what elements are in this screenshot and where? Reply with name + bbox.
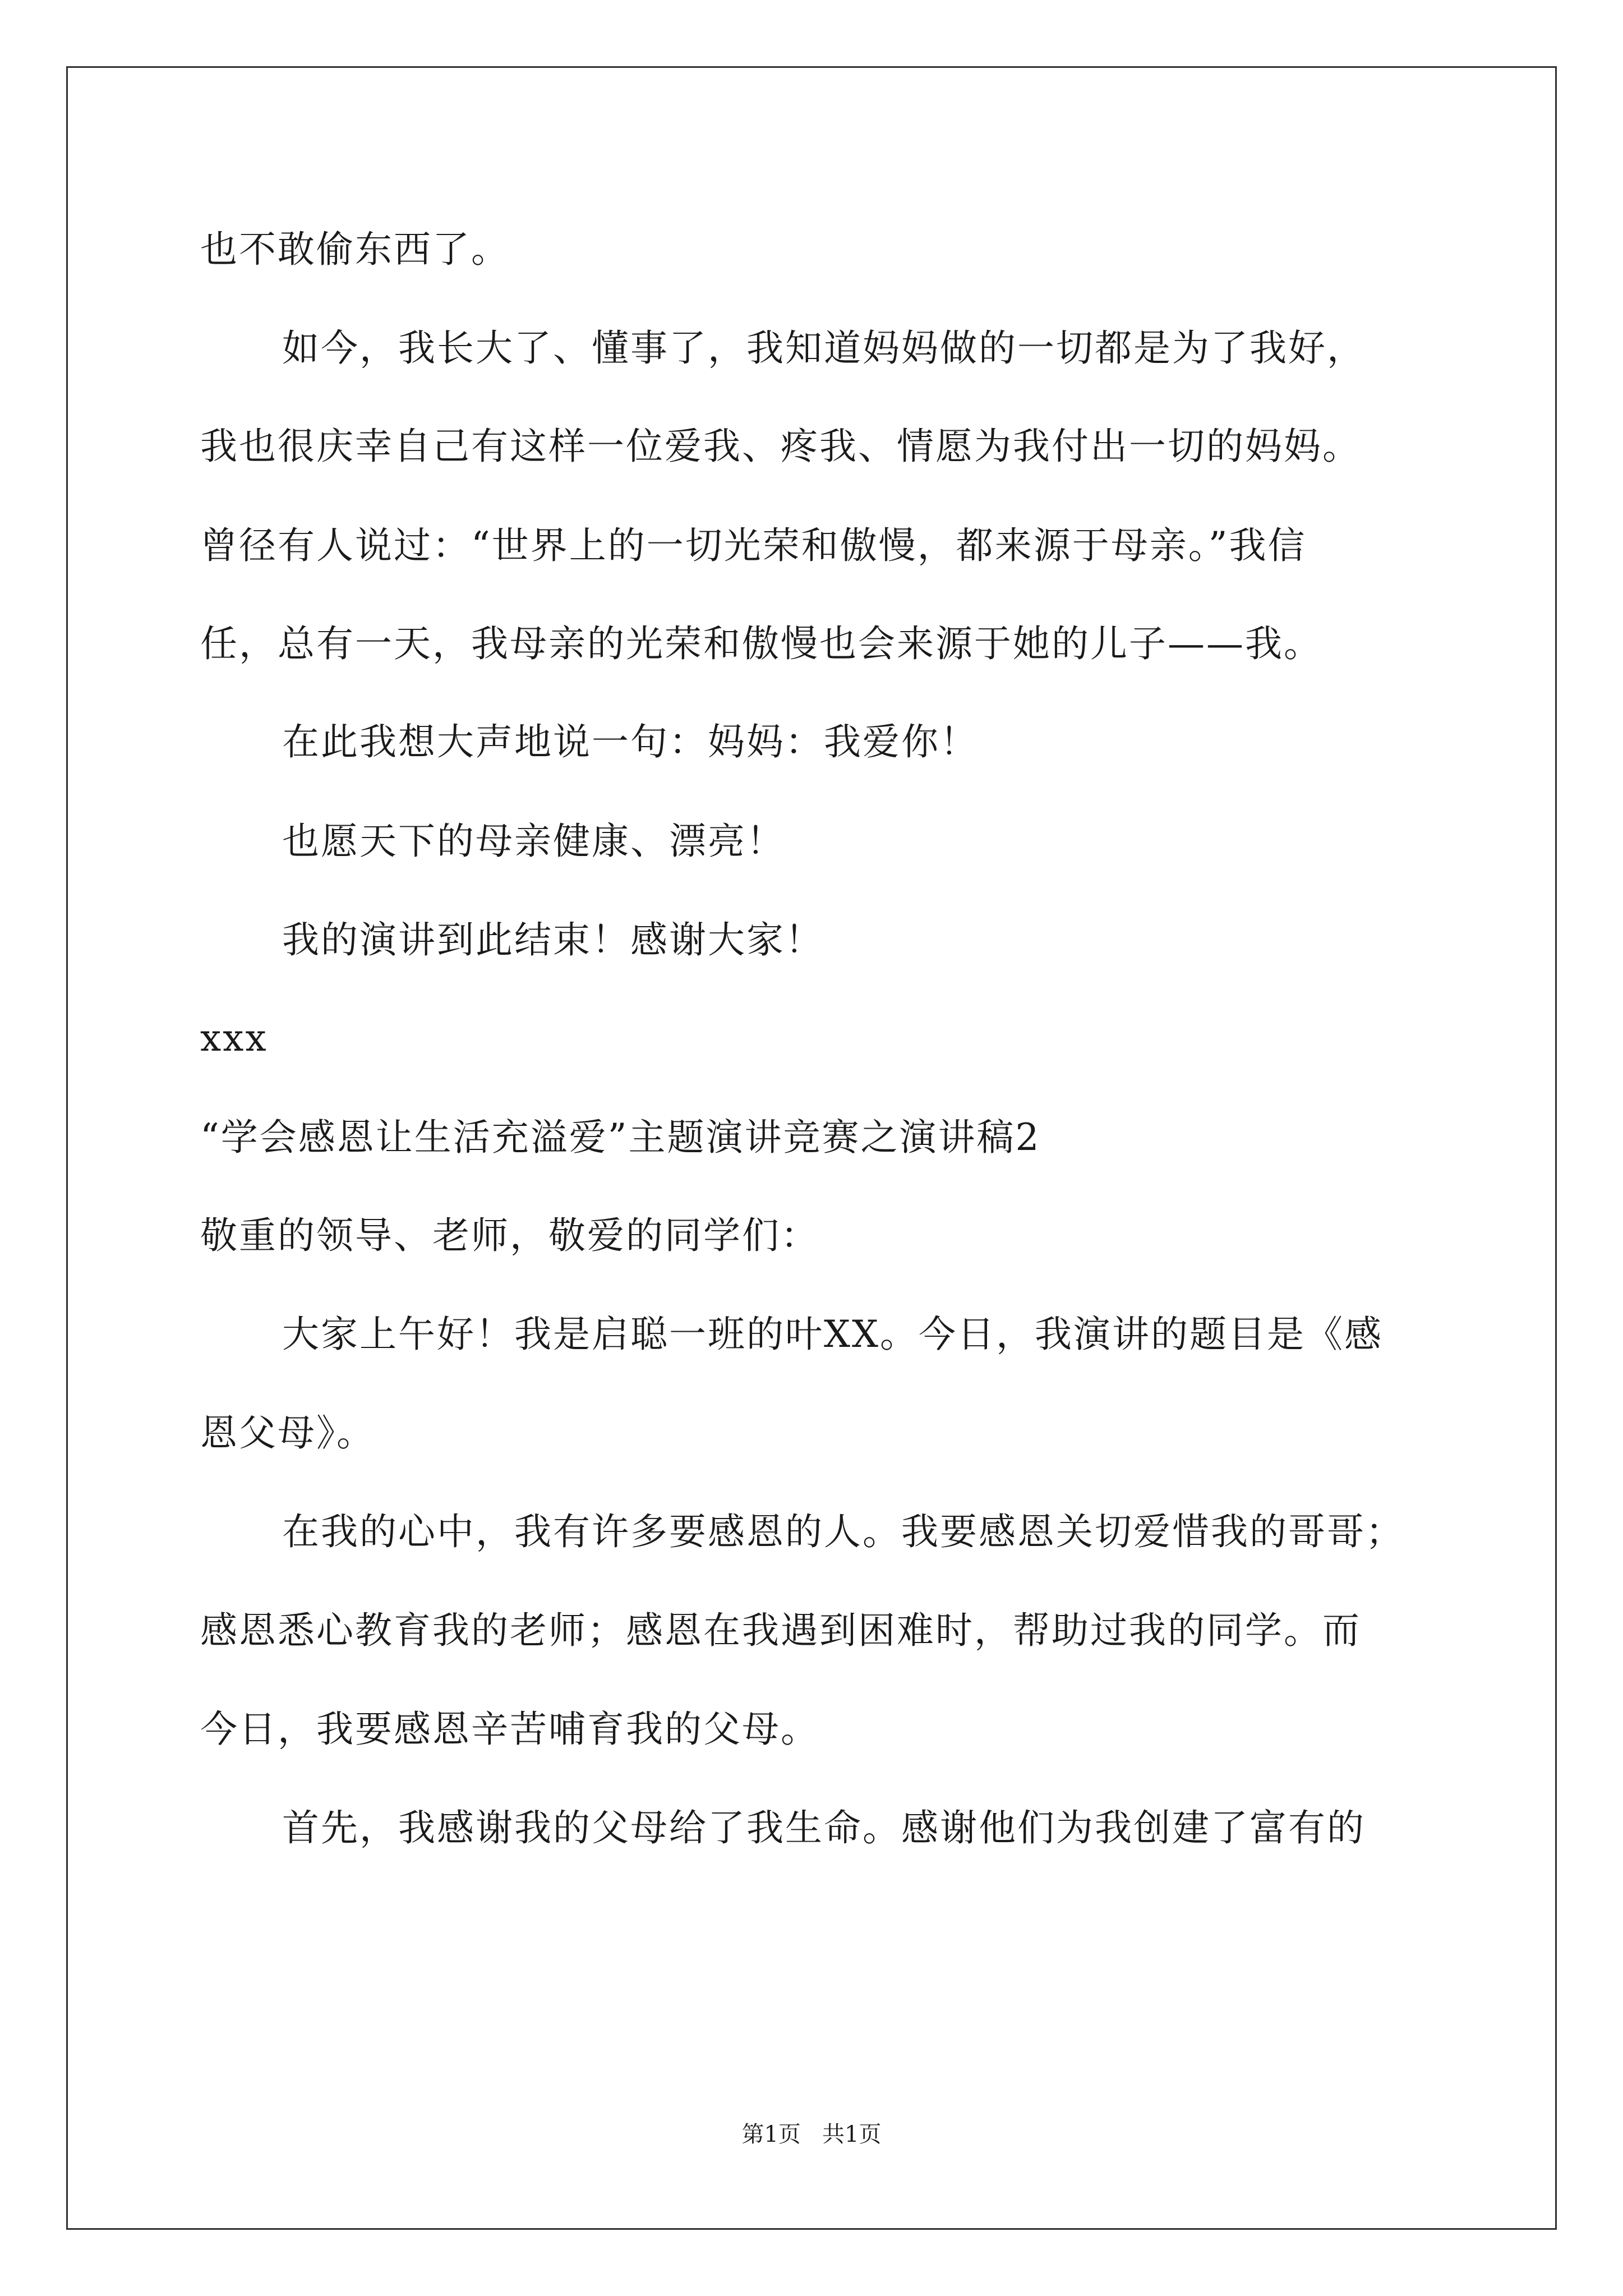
text-line: 也愿天下的母亲健康、漂亮！ [282, 820, 785, 863]
text-line: 首先，我感谢我的父母给了我生命。感谢他们为我创建了富有的 [282, 1806, 1366, 1849]
speech-title: “学会感恩让生活充溢爱”主题演讲竞赛之演讲稿2 [200, 1116, 1041, 1159]
text-line: 今日，我要感恩辛苦哺育我的父母。 [200, 1708, 819, 1751]
text-line: 曾径有人说过：“世界上的一切光荣和傲慢，都来源于母亲。”我信 [200, 524, 1307, 567]
text-line: 恩父母》。 [200, 1411, 375, 1455]
text-line: 在此我想大声地说一句：妈妈：我爱你！ [282, 720, 979, 763]
signature-line: xxx [200, 1016, 268, 1060]
text-line: 也不敢偷东西了。 [200, 228, 510, 271]
text-line: 如今，我长大了、懂事了，我知道妈妈做的一切都是为了我好， [282, 326, 1366, 370]
text-line: 任，总有一天，我母亲的光荣和傲慢也会来源于她的儿子——我。 [200, 622, 1322, 665]
text-line: 我也很庆幸自己有这样一位爱我、疼我、情愿为我付出一切的妈妈。 [200, 425, 1361, 468]
text-line: 大家上午好！我是启聪一班的叶XX。今日，我演讲的题目是《感 [282, 1313, 1383, 1356]
salutation: 敬重的领导、老师，敬爱的同学们： [200, 1214, 819, 1257]
page-footer: 第1页 共1页 [741, 2122, 882, 2147]
text-line: 感恩悉心教育我的老师；感恩在我遇到困难时，帮助过我的同学。而 [200, 1609, 1361, 1652]
text-line: 在我的心中，我有许多要感恩的人。我要感恩关切爱惜我的哥哥； [282, 1510, 1404, 1553]
text-line: 我的演讲到此结束！感谢大家！ [282, 918, 824, 961]
